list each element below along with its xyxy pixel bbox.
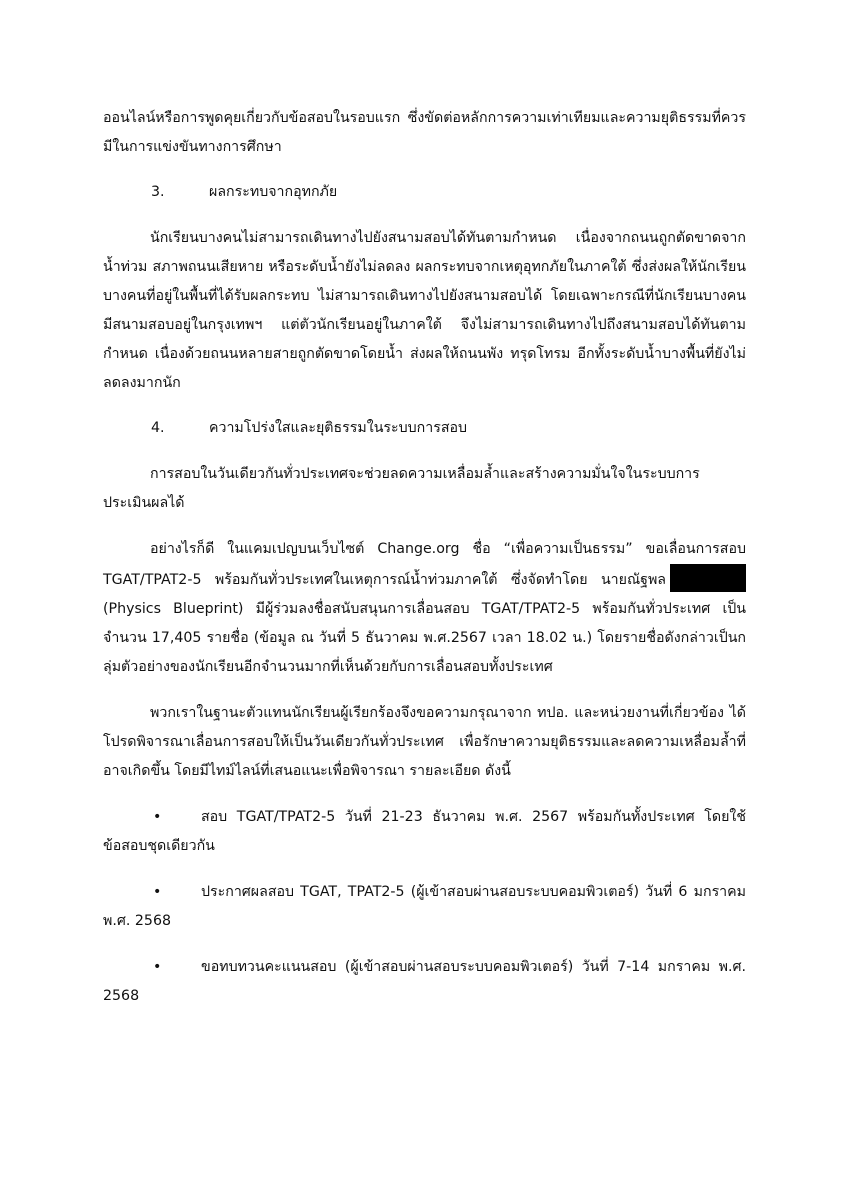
paragraph-online-discussion: ออนไลน์หรือการพูดคุยเกี่ยวกับข้อสอบในรอบแรก ซึ่งขัดต่อหลักการความเท่าเทียมและความยุติธรรมที่ควรมีในการแข่งขันทางการศึกษา	[103, 110, 746, 155]
section-title: ผลกระทบจากอุทกภัย	[209, 184, 338, 200]
timeline-text: สอบ TGAT/TPAT2-5 วันที่ 21-23 ธันวาคม พ.ศ. 2567 พร้อมกันทั้งประเทศ โดยใช้ข้อสอบชุดเดียวกัน	[103, 809, 746, 854]
section-heading-4	[103, 414, 746, 443]
paragraph-flood-impact: นักเรียนบางคนไม่สามารถเดินทางไปยังสนามสอบได้ทันตามกำหนด เนื่องจากถนนถูกตัดขาดจากน้ำท่วม สภาพถนนเสียหาย หรือระดับน้ำยังไม่ลดลง ผลกระทบจากเหตุอุทกภัยในภาคใต้ ซึ่งส่งผลให้นักเรียนบางคนที่อยู่ในพื้นที่ได้รับผลกระทบ ไม่สามารถเดินทางไปยังสนามสอบได้ โดยเฉพาะกรณีที่นักเรียนบางคนมีสนามสอบอยู่ในกรุงเทพฯ แต่ตัวนักเรียนอยู่ในภาคใต้ จึงไม่สามารถเดินทางไปถึงสนามสอบได้ทันตามกำหนด เนื่องด้วยถนนหลายสายถูกตัดขาดโดยน้ำ ส่งผลให้ถนนพัง ทรุดโทรม อีกทั้งระดับน้ำบางพื้นที่ยังไม่ลดลงมากนัก	[103, 230, 746, 391]
timeline-item-exam	[103, 803, 746, 861]
timeline-item-results	[103, 878, 746, 936]
campaign-text-part-1: อย่างไรก็ดี ในแคมเปญบนเว็บไซต์ Change.org ชื่อ “เพื่อความเป็นธรรม” ขอเลื่อนการสอบ TGAT/TPAT2-5 พร้อมกันทั่วประเทศในเหตุการณ์น้ำท่วมภาคใต้ ซึ่งจัดทำโดย นายณัฐพล	[103, 541, 746, 588]
paragraph-request: พวกเราในฐานะตัวแทนนักเรียนผู้เรียกร้องจึงขอความกรุณาจาก ทปอ. และหน่วยงานที่เกี่ยวข้อง ได้โปรดพิจารณาเลื่อนการสอบให้เป็นวันเดียวกันทั่วประเทศ เพื่อรักษาความยุติธรรมและลดความเหลื่อมล้ำที่อาจเกิดขึ้น โดยมีไทม์ไลน์ที่เสนอแนะเพื่อพิจารณา รายละเอียด ดังนี้	[103, 705, 746, 779]
redacted-name-block	[670, 564, 746, 592]
timeline-item-review	[103, 953, 746, 1011]
timeline-text: ประกาศผลสอบ TGAT, TPAT2-5 (ผู้เข้าสอบผ่านสอบระบบคอมพิวเตอร์) วันที่ 6 มกราคม พ.ศ. 2568	[103, 884, 746, 929]
bullet-icon: •	[153, 959, 162, 975]
section-number: 3.	[151, 184, 165, 200]
bullet-icon: •	[153, 884, 162, 900]
paragraph-same-day-exam: การสอบในวันเดียวกันทั่วประเทศจะช่วยลดความเหลื่อมล้ำและสร้างความมั่นใจในระบบการประเมินผลได้	[103, 466, 700, 511]
bullet-icon: •	[153, 809, 162, 825]
section-number: 4.	[151, 420, 165, 436]
timeline-text: ขอทบทวนคะแนนสอบ (ผู้เข้าสอบผ่านสอบระบบคอมพิวเตอร์) วันที่ 7-14 มกราคม พ.ศ. 2568	[103, 959, 746, 1004]
section-heading-3	[103, 178, 746, 207]
section-title: ความโปร่งใสและยุติธรรมในระบบการสอบ	[209, 420, 468, 436]
campaign-text-part-2: (Physics Blueprint) มีผู้ร่วมลงชื่อสนับสนุนการเลื่อนสอบ TGAT/TPAT2-5 พร้อมกันทั่วประเทศ เป็นจำนวน 17,405 รายชื่อ (ข้อมูล ณ วันที่ 5 ธันวาคม พ.ศ.2567 เวลา 18.02 น.) โดยรายชื่อดังกล่าวเป็นกลุ่มตัวอย่างของนักเรียนอีกจำนวนมากที่เห็นด้วยกับการเลื่อนสอบทั้งประเทศ	[103, 601, 746, 675]
paragraph-change-org-campaign	[103, 535, 746, 682]
